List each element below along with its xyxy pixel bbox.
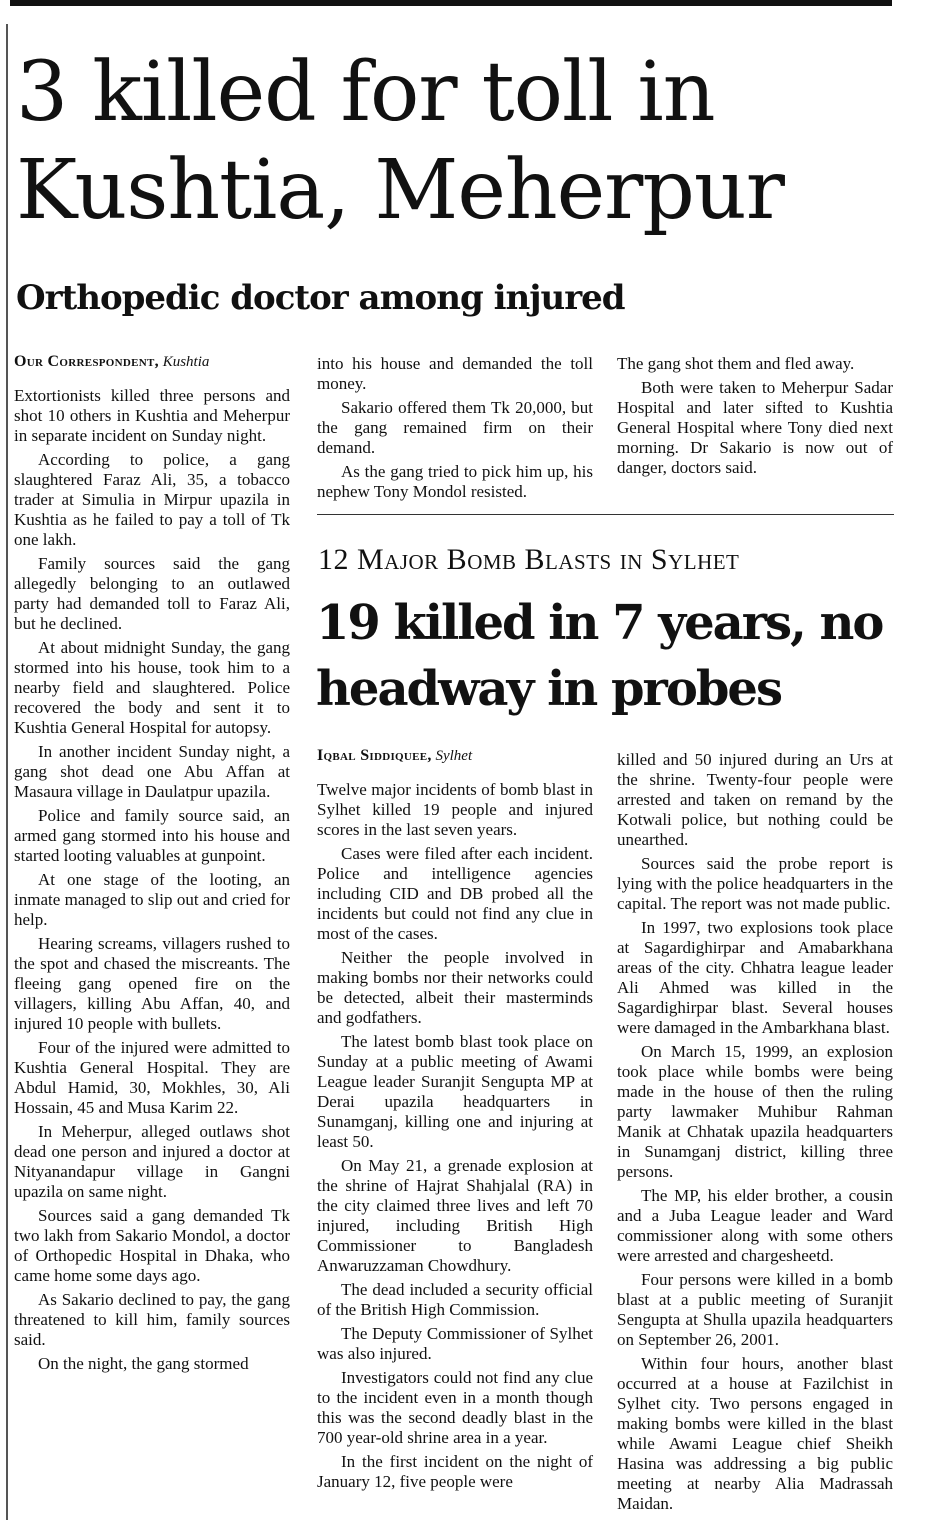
- paragraph: The Deputy Commissioner of Sylhet was also injured.: [317, 1324, 593, 1363]
- paragraph: into his house and demanded the toll money.: [317, 354, 593, 393]
- paragraph: Cases were filed after each incident. Police and intelligence agencies including CID and DB probed all the incidents but could not find any clue in most of the cases.: [317, 844, 593, 943]
- story1-column-3: [617, 354, 893, 482]
- left-column-rule: [6, 24, 8, 1520]
- paragraph: killed and 50 injured during an Urs at the shrine. Twenty-four people were arrested and taken on remand by the Kotwali police, but nothing could be unearthed.: [617, 750, 893, 849]
- paragraph: As the gang tried to pick him up, his nephew Tony Mondol resisted.: [317, 462, 593, 501]
- paragraph: In Meherpur, alleged outlaws shot dead one person and injured a doctor at Nityanandapur village in Gangni upazila on same night.: [14, 1122, 290, 1201]
- story2-headline: 19 killed in 7 years, no headway in probes: [316, 595, 883, 717]
- story2-kicker: 12 Major Bomb Blasts in Sylhet: [318, 543, 740, 576]
- story1-headline: 3 killed for toll in Kushtia, Meherpur: [16, 45, 784, 238]
- story-divider: [317, 514, 894, 515]
- paragraph: Sources said a gang demanded Tk two lakh from Sakario Mondol, a doctor of Orthopedic Hospital in Dhaka, who came home some days ago.: [14, 1206, 290, 1285]
- paragraph: Investigators could not find any clue to the incident even in a month though this was the second deadly blast in the 700 year-old shrine area in a year.: [317, 1368, 593, 1447]
- paragraph: Police and family source said, an armed gang stormed into his house and started looting valuables at gunpoint.: [14, 806, 290, 865]
- byline-place: Sylhet: [435, 748, 473, 764]
- paragraph: In another incident Sunday night, a gang shot dead one Abu Affan at Masaura village in Daulatpur upazila.: [14, 742, 290, 801]
- byline-name: Our Correspondent,: [14, 353, 159, 370]
- paragraph: The gang shot them and fled away.: [617, 354, 855, 373]
- paragraph: On the night, the gang stormed: [38, 1354, 249, 1373]
- story2-column-1: [317, 746, 593, 1496]
- story1-subheadline: Orthopedic doctor among injured: [16, 278, 625, 318]
- story1-byline: [14, 352, 290, 372]
- paragraph: Four persons were killed in a bomb blast at a public meeting of Suranjit Sengupta at Shulla upazila headquarters on September 26, 2001.: [617, 1270, 893, 1349]
- story1-column-2: [317, 354, 593, 506]
- byline-name: Iqbal Siddiquee,: [317, 747, 432, 764]
- paragraph: At about midnight Sunday, the gang stormed into his house, took him to a nearby field and slaughtered. Police recovered the body and sent it to Kushtia General Hospital for autopsy.: [14, 638, 290, 737]
- paragraph: The MP, his elder brother, a cousin and a Juba League leader and Ward commissioner along with some others were arrested and chargesheetd.: [617, 1186, 893, 1265]
- paragraph: Sources said the probe report is lying with the police headquarters in the capital. The report was not made public.: [617, 854, 893, 913]
- paragraph: Both were taken to Meherpur Sadar Hospital and later sifted to Kushtia General Hospital where Tony died next morning. Dr Sakario is now out of danger, doctors said.: [617, 378, 893, 477]
- story2-byline: [317, 746, 593, 766]
- paragraph: Twelve major incidents of bomb blast in Sylhet killed 19 people and injured scores in the last seven years.: [317, 780, 593, 839]
- story1-column-1: [14, 352, 290, 1378]
- paragraph: At one stage of the looting, an inmate managed to slip out and cried for help.: [14, 870, 290, 929]
- paragraph: Extortionists killed three persons and shot 10 others in Kushtia and Meherpur in separate incident on Sunday night.: [14, 386, 290, 445]
- paragraph: On March 15, 1999, an explosion took place while bombs were being made in the house of then the ruling party lawmaker Muhibur Rahman Manik at Chhatak upazila headquarters in Sunamganj district, killing three persons.: [617, 1042, 893, 1181]
- paragraph: In 1997, two explosions took place at Sagardighirpar and Amabarkhana areas of the city. Chhatra league leader Ali Ahmed was killed in the Sagardighirpar blast. Several houses were damaged in the Ambarkhana blast.: [617, 918, 893, 1037]
- story2-column-2: [617, 750, 893, 1518]
- paragraph: Four of the injured were admitted to Kushtia General Hospital. They are Abdul Hamid, 30, Mokhles, 30, Ali Hossain, 45 and Musa Karim 22.: [14, 1038, 290, 1117]
- paragraph: Within four hours, another blast occurred at a house at Fazilchist in Sylhet city. Two persons engaged in making bombs were killed in the blast while Awami League chief Sheikh Hasina was addressing a big public meeting at nearby Alia Madrassah Maidan.: [617, 1354, 893, 1513]
- paragraph: On May 21, a grenade explosion at the shrine of Hajrat Shahjalal (RA) in the city claimed three lives and left 70 injured, including British High Commissioner to Bangladesh Anwaruzzaman Chowdhury.: [317, 1156, 593, 1275]
- byline-place: Kushtia: [162, 354, 210, 370]
- paragraph: The latest bomb blast took place on Sunday at a public meeting of Awami League leader Suranjit Sengupta MP at Derai upazila headquarters in Sunamganj, killing one and injuring at least 50.: [317, 1032, 593, 1151]
- paragraph: The dead included a security official of the British High Commission.: [317, 1280, 593, 1319]
- paragraph: Family sources said the gang allegedly belonging to an outlawed party had demanded toll to Faraz Ali, but he declined.: [14, 554, 290, 633]
- paragraph: Hearing screams, villagers rushed to the spot and chased the miscreants. The fleeing gang opened fire on the villagers, killing Abu Affan, 40, and injured 10 people with bullets.: [14, 934, 290, 1033]
- paragraph: As Sakario declined to pay, the gang threatened to kill him, family sources said.: [14, 1290, 290, 1349]
- paragraph: Sakario offered them Tk 20,000, but the gang remained firm on their demand.: [317, 398, 593, 457]
- paragraph: Neither the people involved in making bombs nor their networks could be detected, albeit their masterminds and godfathers.: [317, 948, 593, 1027]
- paragraph: According to police, a gang slaughtered Faraz Ali, 35, a tobacco trader at Simulia in Mirpur upazila in Kushtia as he failed to pay a toll of Tk one lakh.: [14, 450, 290, 549]
- top-rule: [10, 0, 892, 6]
- paragraph: In the first incident on the night of January 12, five people were: [317, 1452, 593, 1491]
